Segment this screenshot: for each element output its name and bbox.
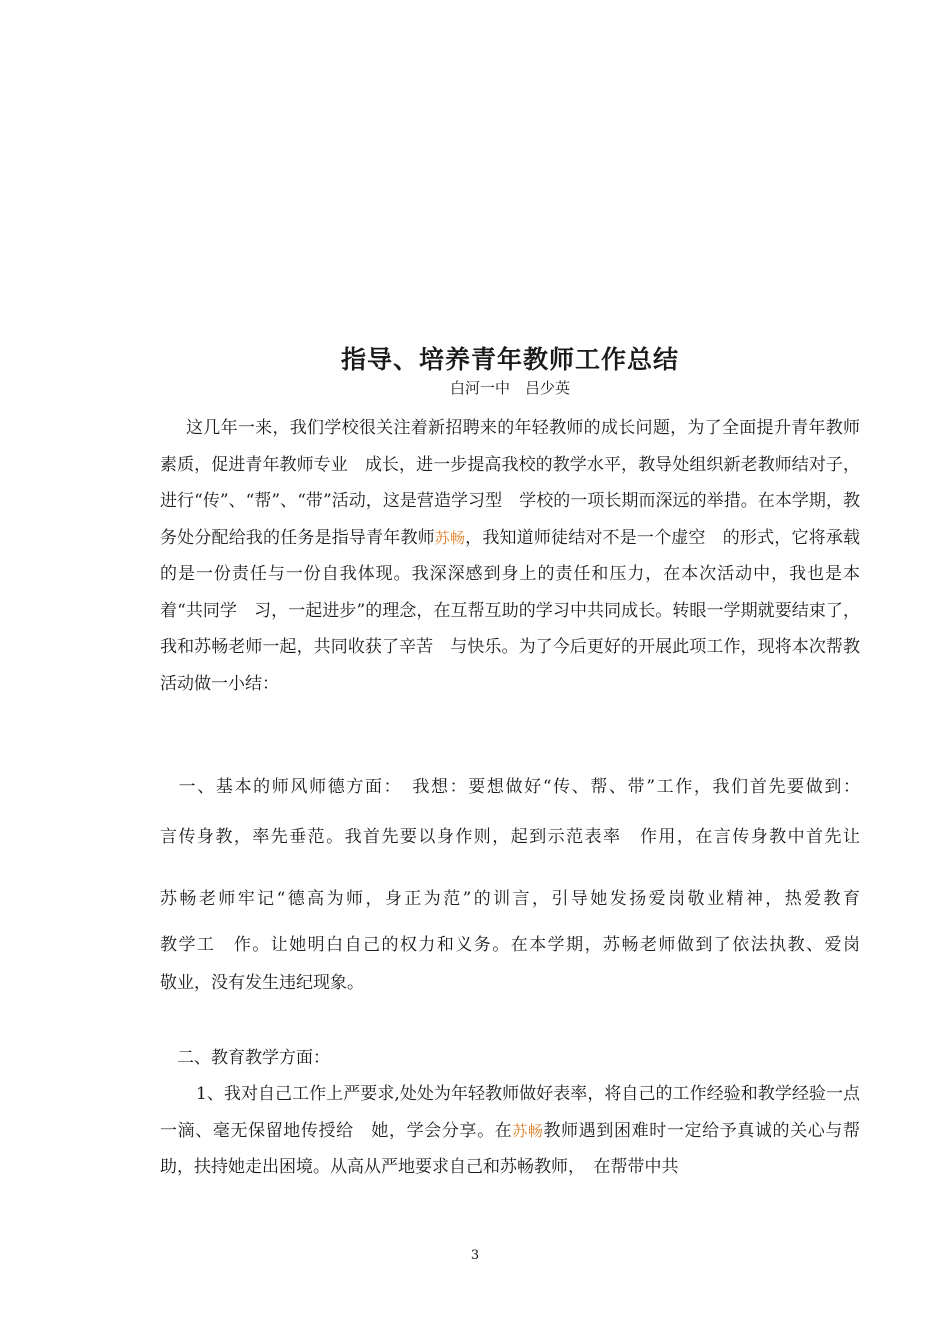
- highlighted-name: 苏畅: [434, 528, 466, 547]
- section1-line-4: 教学工 作。让她明白自己的权力和义务。在本学期，苏畅老师做到了依法执教、爱岗: [160, 935, 860, 955]
- section1-line-1: 一、基本的师风师德方面： 我想：要想做好“传、帮、带”工作，我们首先要做到：: [160, 777, 860, 797]
- section1-line-3: 苏畅老师牢记“德高为师，身正为范”的训言，引导她发扬爱岗敬业精神，热爱教育: [160, 889, 860, 909]
- section1-line-5: 敬业，没有发生违纪现象。: [160, 973, 364, 993]
- section2-text-b: 教师遇到困难时一定给予真诚的关心与帮助，扶持她走出困境。从高从严地要求自己和苏畅教师， 在帮带中共: [160, 1120, 861, 1177]
- author-line: 白河一中 吕少英: [449, 379, 570, 397]
- section1-line-2: 言传身教，率先垂范。我首先要以身作则，起到示范表率 作用，在言传身教中首先让: [160, 827, 860, 847]
- intro-text-b: ，我知道师徒结对不是一个虚空 的形式，它将承载的是一份责任与一份自我体现。我深深感到身上的责任和压力，在本次活动中，我也是本着“共同学 习，一起进步”的理念，在互帮互助的学习中共同成长。转眼一学期就要结束了，我和苏畅老师一起，共同收获了辛苦 与快乐。为了今后更好的开展此项工作，现将本次帮教活动做一小结：: [160, 527, 860, 694]
- highlighted-name-2: 苏畅: [512, 1121, 544, 1140]
- intro-text-a: 这几年一来，我们学校很关注着新招聘来的年轻教师的成长问题，为了全面提升青年教师素质，促进青年教师专业 成长，进一步提高我校的教学水平，教导处组织新老教师结对子，进行“传”、“帮”、“带”活动，这是营造学习型 学校的一项长期而深远的举措。在本学期，教务处分配给我的任务是指导青年教师: [160, 418, 860, 548]
- document-title: 指导、培养青年教师工作总结: [340, 345, 679, 374]
- section2-heading: 二、教育教学方面：: [160, 1048, 330, 1068]
- intro-paragraph: [160, 410, 860, 702]
- section2-paragraph: [160, 1076, 860, 1186]
- page-number: 3: [470, 1248, 480, 1263]
- section2-text-a: 1、我对自己工作上严要求,处处为年轻教师做好表率，将自己的工作经验和教学经验一点一滴、毫无保留地传授给 她，学会分享。在: [160, 1084, 860, 1141]
